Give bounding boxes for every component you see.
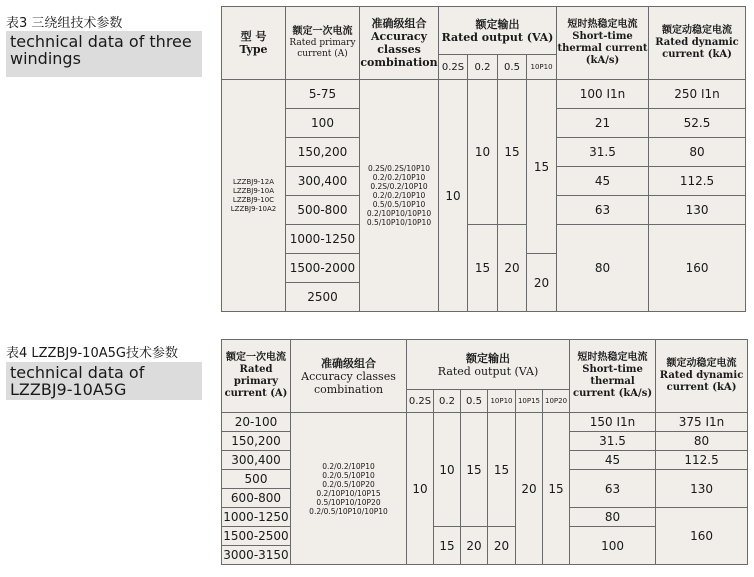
t3-header-rated-primary-cn: 额定一次电流 (292, 26, 353, 37)
t4-dynamic: 130 (656, 470, 748, 508)
t4-header-accuracy-cn: 准确级组合 (321, 356, 376, 370)
t4-header-short-time-en: Short-time thermal current (kA/s) (573, 364, 653, 399)
t3-model: LZZBJ9-10A (232, 186, 275, 195)
t4-output-10p15: 20 (516, 413, 543, 565)
t3-current: 100 (286, 109, 360, 138)
t4-accuracy-cell (291, 413, 407, 565)
t3-short-time: 45 (557, 167, 649, 196)
t4-header-rated-primary (222, 340, 291, 413)
t3-col-0-2: 0.2 (468, 55, 498, 80)
t3-header-short-time-cn: 短时热稳定电流 (567, 19, 638, 30)
table4-caption-en: technical data of LZZBJ9-10A5G (6, 362, 202, 400)
t4-output-10p10: 20 (488, 527, 516, 565)
t4-accuracy: 0.2/0.5/10P10/10P10 (309, 506, 388, 516)
t3-accuracy: 0.5/0.5/10P10 (372, 200, 426, 209)
t4-current: 500 (222, 470, 291, 489)
t3-model: LZZBJ9-12A (232, 177, 275, 186)
t3-header-type-en: Type (239, 43, 268, 56)
t3-header-short-time (557, 7, 649, 80)
t3-output-10p10: 20 (527, 254, 557, 312)
t4-output-0-2s: 10 (407, 413, 434, 565)
t3-current: 1500-2000 (286, 254, 360, 283)
t4-output-0-2: 10 (434, 413, 461, 527)
t3-header-rated-primary (286, 7, 360, 80)
t3-short-time: 80 (557, 225, 649, 312)
t3-col-0-2s: 0.2S (439, 55, 468, 80)
t3-accuracy: 0.2S/0.2/10P10 (370, 182, 428, 191)
t3-current: 2500 (286, 283, 360, 312)
t3-output-10p10: 15 (527, 80, 557, 254)
t4-header-rated-primary-en: Rated primary current (A) (224, 364, 288, 399)
t3-output-0-2: 15 (468, 225, 498, 312)
t4-header-rated-primary-cn: 额定一次电流 (226, 352, 286, 363)
table3-caption-cn: 表3 三绕组技术参数 (6, 16, 123, 31)
t4-current: 600-800 (222, 489, 291, 508)
t3-header-accuracy (360, 7, 439, 80)
t3-current: 300,400 (286, 167, 360, 196)
t4-output-0-5: 15 (461, 413, 488, 527)
t4-short-time: 31.5 (570, 432, 656, 451)
table3 (221, 6, 746, 312)
t4-accuracy: 0.2/10P10/10P15 (316, 488, 381, 498)
t3-accuracy: 0.2S/0.2S/10P10 (367, 164, 431, 173)
t4-header-output-en: Rated output (VA) (437, 364, 539, 378)
t4-current: 1500-2500 (222, 527, 291, 546)
t3-current: 5-75 (286, 80, 360, 109)
t4-col-10p20: 10P20 (543, 390, 570, 413)
t4-output-0-2: 15 (434, 527, 461, 565)
t4-accuracy: 0.5/10P10/10P20 (316, 497, 381, 507)
t3-model: LZZBJ9-10A2 (230, 204, 277, 213)
t3-header-dynamic (649, 7, 746, 80)
t3-current: 500-800 (286, 196, 360, 225)
t4-col-0-2s: 0.2S (407, 390, 434, 413)
t3-header-short-time-en: Short-time thermal current (kA/s) (557, 31, 648, 66)
t3-col-0-5: 0.5 (498, 55, 527, 80)
t3-header-output-en: Rated output (VA) (441, 30, 554, 44)
t3-header-output-cn: 额定输出 (475, 17, 520, 31)
t4-current: 3000-3150 (222, 546, 291, 565)
t4-col-10p15: 10P15 (516, 390, 543, 413)
t3-header-rated-primary-en: Rated primary current (A) (289, 38, 356, 59)
t3-output-0-5: 15 (498, 80, 527, 225)
t3-short-time: 100 I1n (557, 80, 649, 109)
t4-accuracy: 0.2/0.2/10P10 (322, 461, 375, 471)
t3-header-dynamic-en: Rated dynamic current (kA) (655, 37, 739, 60)
t4-short-time: 80 (570, 508, 656, 527)
t4-current: 150,200 (222, 432, 291, 451)
t4-header-dynamic-cn: 额定动稳定电流 (666, 358, 737, 369)
t3-col-10p10: 10P10 (527, 55, 557, 80)
table4 (221, 339, 748, 565)
t4-short-time: 63 (570, 470, 656, 508)
t3-current: 1000-1250 (286, 225, 360, 254)
t4-dynamic: 112.5 (656, 451, 748, 470)
t4-header-accuracy-en: Accuracy classes combination (301, 369, 396, 396)
t3-dynamic: 250 I1n (649, 80, 746, 109)
t3-short-time: 63 (557, 196, 649, 225)
t3-current: 150,200 (286, 138, 360, 167)
t3-dynamic: 80 (649, 138, 746, 167)
t3-accuracy: 0.2/0.2/10P10 (372, 173, 426, 182)
t3-dynamic: 52.5 (649, 109, 746, 138)
t3-header-type-cn: 型 号 (240, 30, 267, 43)
t4-col-10p10: 10P10 (488, 390, 516, 413)
t4-current: 1000-1250 (222, 508, 291, 527)
t3-output-0-2: 10 (468, 80, 498, 225)
t3-dynamic: 130 (649, 196, 746, 225)
t4-output-10p10: 15 (488, 413, 516, 527)
t4-output-10p20: 15 (543, 413, 570, 565)
t4-dynamic: 80 (656, 432, 748, 451)
t3-accuracy-cell (360, 80, 439, 312)
t3-accuracy: 0.2/10P10/10P10 (366, 209, 432, 218)
t4-col-0-5: 0.5 (461, 390, 488, 413)
t4-current: 300,400 (222, 451, 291, 470)
t3-header-type (222, 7, 286, 80)
t3-dynamic: 112.5 (649, 167, 746, 196)
t3-output-0-2s: 10 (439, 80, 468, 312)
t3-header-accuracy-cn: 准确级组合 (371, 17, 427, 30)
t4-header-short-time-cn: 短时热稳定电流 (577, 352, 648, 363)
t4-short-time: 100 (570, 527, 656, 565)
t4-short-time: 150 I1n (570, 413, 656, 432)
t3-header-accuracy-en: Accuracy classes combination (360, 30, 438, 69)
t4-current: 20-100 (222, 413, 291, 432)
t4-dynamic: 160 (656, 508, 748, 565)
t3-header-output (439, 7, 557, 55)
t4-header-accuracy (291, 340, 407, 413)
t4-accuracy: 0.2/0.5/10P10 (322, 470, 375, 480)
t3-output-0-5: 20 (498, 225, 527, 312)
t3-dynamic: 160 (649, 225, 746, 312)
t4-dynamic: 375 I1n (656, 413, 748, 432)
table3-caption-en: technical data of three windings (6, 31, 202, 77)
t3-short-time: 21 (557, 109, 649, 138)
t4-accuracy: 0.2/0.5/10P20 (322, 479, 375, 489)
t4-header-output-cn: 额定输出 (466, 351, 511, 365)
table4-caption-cn: 表4 LZZBJ9-10A5G技术参数 (6, 346, 178, 361)
t4-output-0-5: 20 (461, 527, 488, 565)
t3-short-time: 31.5 (557, 138, 649, 167)
t4-header-output (407, 340, 570, 390)
t4-header-dynamic (656, 340, 748, 413)
t4-header-dynamic-en: Rated dynamic current (kA) (659, 370, 744, 393)
t4-short-time: 45 (570, 451, 656, 470)
t3-models-cell (222, 80, 286, 312)
t3-header-dynamic-cn: 额定动稳定电流 (662, 25, 733, 36)
t4-header-short-time (570, 340, 656, 413)
t3-accuracy: 0.2/0.2/10P10 (372, 191, 426, 200)
t3-accuracy: 0.5/10P10/10P10 (366, 218, 432, 227)
t3-model: LZZBJ9-10C (232, 195, 275, 204)
t4-col-0-2: 0.2 (434, 390, 461, 413)
